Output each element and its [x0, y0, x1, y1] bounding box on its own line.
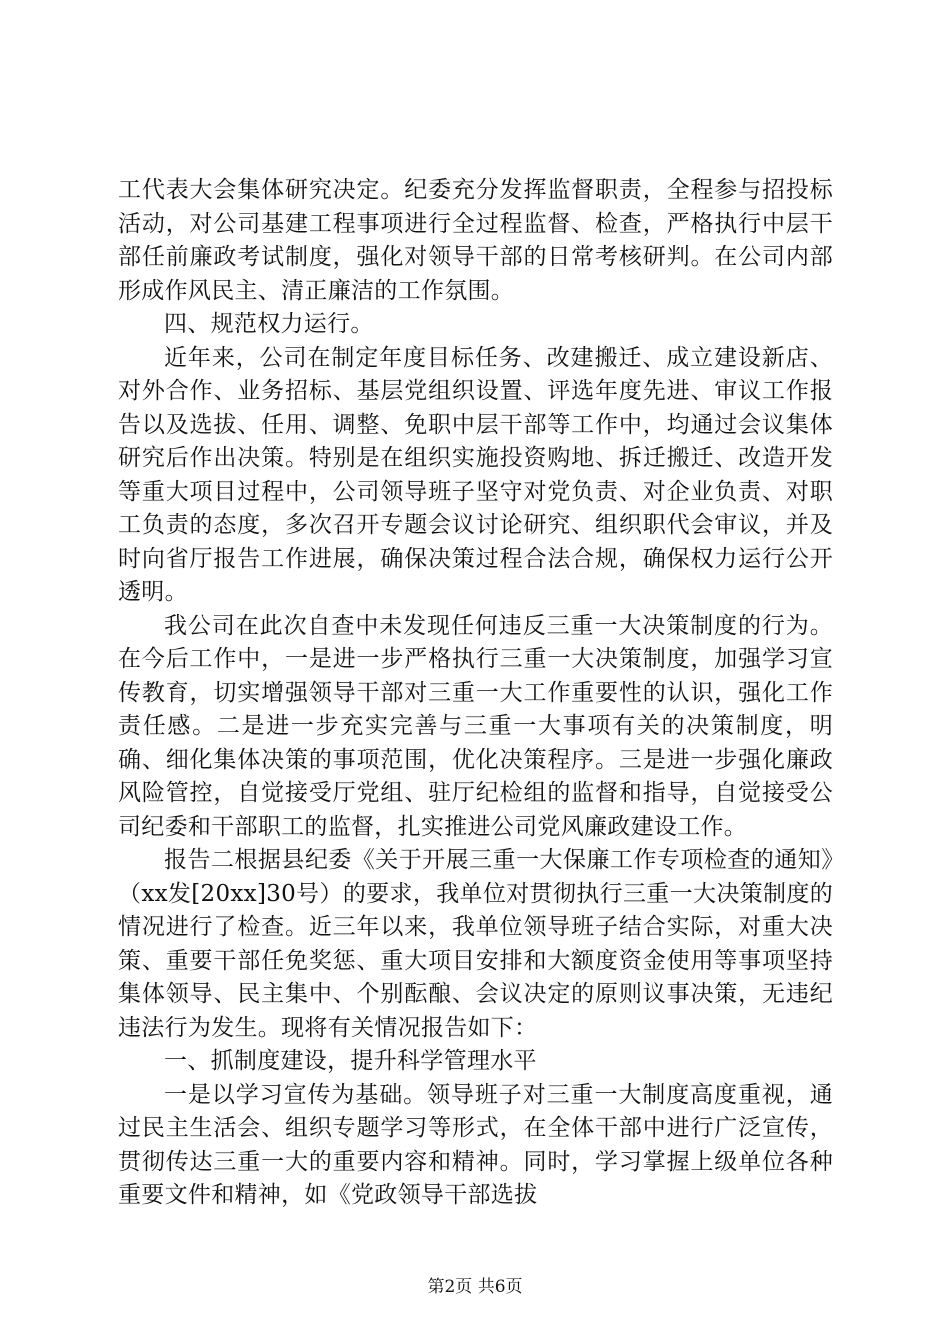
paragraph-continuation: 工代表大会集体研究决定。纪委充分发挥监督职责，全程参与招投标活动，对公司基建工程事项进行全过程监督、检查，严格执行中层干部任前廉政考试制度，强化对领导干部的日常考核研判。在公司内部形成作风民主、清正廉洁的工作氛围。	[118, 177, 833, 304]
section-heading-system-building: 一、抓制度建设，提升科学管理水平	[164, 1048, 537, 1074]
page-footer: 第2页 共6页	[427, 1277, 523, 1297]
document-body	[118, 174, 833, 1213]
paragraph-study-promotion: 一是以学习宣传为基础。领导班子对三重一大制度高度重视，通过民主生活会、组织专题学习等形式，在全体干部中进行广泛宣传，贯彻传达三重一大的重要内容和精神。同时，学习掌握上级单位各种重要文件和精神，如《党政领导干部选拔	[118, 1081, 833, 1208]
section-heading-regulate-power: 四、规范权力运行。	[164, 311, 374, 337]
paragraph-recent-years: 近年来，公司在制定年度目标任务、改建搬迁、成立建设新店、对外合作、业务招标、基层党组织设置、评选年度先进、审议工作报告以及选拔、任用、调整、免职中层干部等工作中，均通过会议集体研究后作出决策。特别是在组织实施投资购地、拆迁搬迁、改造开发等重大项目过程中，公司领导班子坚守对党负责、对企业负责、对职工负责的态度，多次召开专题会议讨论研究、组织职代会审议，并及时向省厅报告工作进展，确保决策过程合法合规，确保权力运行公开透明。	[118, 344, 833, 605]
paragraph-self-inspection: 我公司在此次自查中未发现任何违反三重一大决策制度的行为。在今后工作中，一是进一步严格执行三重一大决策制度，加强学习宣传教育，切实增强领导干部对三重一大工作重要性的认识，强化工作责任感。二是进一步充实完善与三重一大事项有关的决策制度，明确、细化集体决策的事项范围，优化决策程序。三是进一步强化廉政风险管控，自觉接受厅党组、驻厅纪检组的监督和指导，自觉接受公司纪委和干部职工的监督，扎实推进公司党风廉政建设工作。	[118, 612, 833, 840]
paragraph-report-two: 报告二根据县纪委《关于开展三重一大保廉工作专项检查的通知》（xx发[20xx]30号）的要求，我单位对贯彻执行三重一大决策制度的情况进行了检查。近三年以来，我单位领导班子结合实际，对重大决策、重要干部任免奖惩、重大项目安排和大额度资金使用等事项坚持集体领导、民主集中、个别酝酿、会议决定的原则议事决策，无违纪违法行为发生。现将有关情况报告如下：	[118, 847, 833, 1041]
